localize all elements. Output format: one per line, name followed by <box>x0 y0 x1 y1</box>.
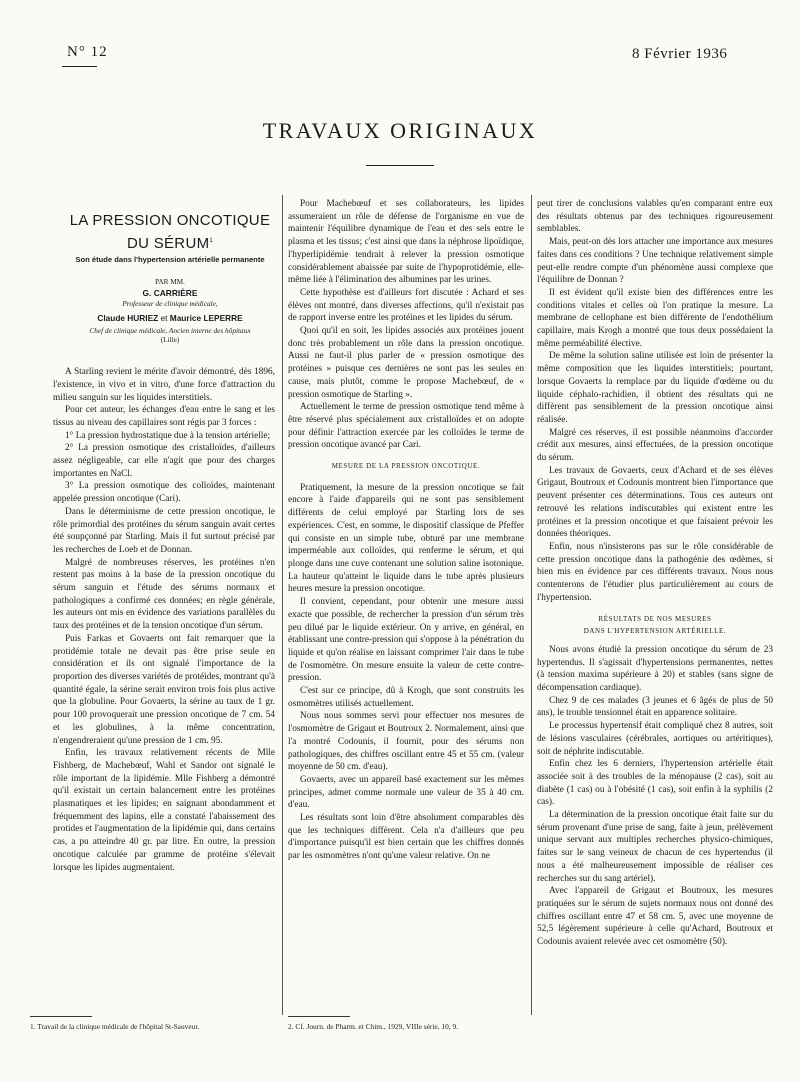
column-2 <box>288 198 524 863</box>
col3-paragraph: Mais, peut-on dès lors attacher une importance aux mesures faites dans ces conditions ? Une technique relativement simple peut-elle rendre compte d'un phénomène aussi complexe que l'équilibre de Donnan ? <box>537 237 773 286</box>
col2-paragraph: Pratiquement, la mesure de la pression oncotique se fait encore à l'aide d'appareils qui ne sont pas sensiblement différents de celui employé par Starling lors de ses expériences. C'est, en somme, le dispositif classique de Pfeffer qui consiste en un simple tube, obturé par une membrane imperméable aux colloïdes, qui renferme le sérum, et qui plonge dans une cuve contenant une solution saline isotonique. La hauteur qu'atteint le liquide dans le tube après plusieurs heures mesure la pression oncotique. <box>288 482 524 595</box>
title-rule <box>366 165 434 166</box>
author-leperre: Maurice LEPERRE <box>169 313 243 324</box>
issue-number: N° 12 <box>67 44 108 60</box>
col1-paragraph: Malgré de nombreuses réserves, les protéines n'en restent pas moins à la base de la pression oncotique du sérum sanguin et l'étude des sérums normaux et pathologiques a confirmé ces données; en règle générale, les auteurs ont mis en évidence des variations parallèles du taux des protéines et de la tension oncotique d'un sérum. <box>53 557 275 632</box>
col2-paragraph: Actuellement le terme de pression osmotique tend même à être réservé plus spécialement aux cristalloïdes et on adopte pour définir l'attraction exercée par les colloïdes le terme de pression oncotique avancé par Cari. <box>288 402 524 451</box>
col2-paragraph: Quoi qu'il en soit, les lipides associés aux protéines jouent donc très probablement un rôle dans la pression oncotique. Aussi ne faut-il plus parler de « pression osmotique des protéines » puisque ces dernières ne sont pas les seules en cause, mais plutôt, comme le propose Machebœuf, de « pression osmotique de Starling ». <box>288 326 524 400</box>
col1-paragraph: Pour cet auteur, les échanges d'eau entre le sang et les tissus au niveau des capillaires sont régis par 3 forces : <box>53 405 275 428</box>
article-subtitle: Son étude dans l'hypertension artérielle permanente <box>75 255 265 264</box>
issue-date: 8 Février 1936 <box>632 46 728 62</box>
col3-paragraph: Chez 9 de ces malades (3 jeunes et 6 âgés de plus de 50 ans), le trouble tensionnel était en apparence solitaire. <box>537 695 773 719</box>
col1-paragraph: 1° La pression hydrostatique due à la tension artérielle; <box>65 430 271 441</box>
author-huriez: Claude HURIEZ <box>97 313 159 324</box>
col3-paragraph: De même la solution saline utilisée est loin de présenter la même composition que les liquides interstitiels; pourtant, lorsque Govaerts la remplace par du liquide d'œdème ou du liquide céphalo-rachidien, il obtient des résultats qui ne diffèrent pas sensiblement de la pression oncotique ainsi réalisée. <box>537 351 773 425</box>
col2-paragraph: C'est sur ce principe, dû à Krogh, que sont construits les osmomètres utilisés actuellement. <box>288 686 524 709</box>
col1-paragraph: 2° La pression osmotique des cristalloïdes, d'ailleurs assez négligeable, car elle n'agit que pour des charges importantes en NaCl. <box>53 443 275 479</box>
column-divider-1 <box>282 195 283 1015</box>
author-carriere: G. CARRIÈRE <box>142 287 198 298</box>
col3-paragraph: Il est évident qu'il existe bien des différences entre les conditions vitales et celles où l'on pratique la mesure. La membrane de cellophane est bien différente de l'endothélium capillaire, mais Krogh a montré que tous deux possédaient la même perméabilité élective. <box>537 287 773 349</box>
col3-paragraph: Nous avons étudié la pression oncotique du sérum de 23 hypertendus. Il s'agissait d'hypertensions permanentes, nettes (à tension maxima supérieure à 20) et stables (sans signe de décompensation cardiaque). <box>537 644 773 694</box>
column-1 <box>53 210 275 874</box>
col1-footnote-rule <box>30 1016 92 1017</box>
by-line: PAR MM. <box>155 277 185 286</box>
article-title-line1: LA PRESSION ONCOTIQUE <box>69 212 271 229</box>
section-heading-mesure: MESURE DE LA PRESSION ONCOTIQUE. <box>331 462 481 471</box>
authors-city: (Lille) <box>160 335 180 345</box>
author-carriere-role: Professeur de clinique médicale, <box>122 299 218 309</box>
col3-paragraph: Enfin, nous n'insisterons pas sur le rôle considérable de cette pression oncotique dans la pathogénie des œdèmes, si bien mis en évidence par ces différents travaux. Nous nous contenterons de l'étudier plus particulièrement au cours de l'hypertension. <box>537 541 773 603</box>
section-heading-hypertension: DANS L'HYPERTENSION ARTÉRIELLE. <box>583 627 727 636</box>
col3-paragraph: Malgré ces réserves, il est possible néanmoins d'accorder crédit aux mesures, ainsi effectuées, de la pression oncotique du sérum. <box>537 427 773 464</box>
section-heading-resultats: RÉSULTATS DE NOS MESURES <box>598 614 712 623</box>
col2-footnote: 2. Cf. Journ. de Pharm. et Chim., 1929, VIIIe série, 10, 9. <box>288 1022 459 1031</box>
col2-paragraph: Govaerts, avec un appareil basé exactement sur les mêmes principes, admet comme normale une valeur de 35 à 40 cm. d'eau. <box>288 774 524 811</box>
col1-footnote: 1. Travail de la clinique médicale de l'hôpital St-Sauveur. <box>30 1022 200 1031</box>
column-3 <box>537 198 773 949</box>
article-heading <box>53 210 275 344</box>
col1-paragraph: Dans le déterminisme de cette pression oncotique, le rôle primordial des protéines du sérum sanguin avait certes été soupçonné par Starling. Mais il fut surtout précisé par les recherches de Loeb et de Donnan. <box>53 506 275 555</box>
section-title: TRAVAUX ORIGINAUX <box>262 118 538 143</box>
col2-paragraph: Cette hypothèse est d'ailleurs fort discutée : Achard et ses élèves ont montré, dans diverses affections, qu'il n'existait pas de rapport inverse entre les protéines et les lipides du sérum. <box>288 287 524 324</box>
title-footnote-mark: 1 <box>209 238 214 244</box>
col1-paragraph: Puis Farkas et Govaerts ont fait remarquer que la protidémie totale ne devait pas être prise seule en considération et ils ont signalé l'importance de la proportion des diverses variétés de protéides, montrant qu'à quantité égale, la sérine serait environ trois fois plus active que la globuline. Pour Govaerts, la sérine au taux de 1 gr. pour 100 provoquerait une pression oncotique de 7 cm. 54 et les globulines, à la même concentration, n'engendreraient qu'une pression de 1 cm. 95. <box>53 633 275 746</box>
header-rule <box>62 66 97 67</box>
col2-paragraph: Pour Machebœuf et ses collaborateurs, les lipides assumeraient un rôle de défense de l'organisme en vue de maintenir l'équilibre dynamique de l'eau et des sels entre le plasma et les tissus; c'est ainsi que dans la néphrose lipoïdique, l'hyperlipidémie tendrait à relever la pression osmotique considérablement abaissée par suite de l'hypoprotidémie, elle-même liée à l'élimination des albumines par les urines. <box>288 199 524 286</box>
author-and: et <box>160 313 168 324</box>
col2-paragraph: Les résultats sont loin d'être absolument comparables dès que les techniques diffèrent. Cela n'a d'ailleurs que peu d'importance puisqu'il est bien certain que les chiffres donnés par les osmomètres n'ont qu'une valeur relative. On ne <box>288 813 524 862</box>
article-title-line2: DU SÉRUM <box>126 235 210 252</box>
col3-paragraph: Le processus hypertensif était compliqué chez 8 autres, soit de lésions vasculaires (cérébrales, aortiques ou artéritiques), soit de néphrite indiscutable. <box>537 721 773 757</box>
col3-paragraph: La détermination de la pression oncotique était faite sur du sérum provenant d'une prise de sang, faite à jeun, prélèvement unique servant aux multiples recherches physico-chimiques, faites sur le sang veineux de chacun de ces hypertendus (il nous a été malheureusement impossible de réaliser ces recherches sur du sang artériel). <box>537 810 773 884</box>
col3-paragraph: Avec l'appareil de Grigaut et Boutroux, les mesures pratiquées sur le sérum de sujets normaux nous ont donné des chiffres oscillant entre 47 et 58 cm. 5, avec une moyenne de 52,5 légèrement supérieure à celle qu'Achard, Boutroux et Codounis avaient relevée avec cet osmomètre (50). <box>537 886 773 948</box>
authors-role: Chef de clinique médicale, Ancien interne des hôpitaux <box>89 326 251 336</box>
column-divider-2 <box>531 195 532 1015</box>
col2-paragraph: Il convient, cependant, pour obtenir une mesure aussi exacte que possible, de rechercher la pression d'un sérum très peu dilué par le liquide extérieur. On y arrive, en général, en établissant une contre-pression qui s'oppose à la pénétration du liquide et qu'on réalise en laissant comprimer l'air dans le tube de l'osmomètre. On mesure ensuite la valeur de cette contre-pression. <box>288 597 524 684</box>
col3-paragraph: Les travaux de Govaerts, ceux d'Achard et de ses élèves Grigaut, Boutroux et Codounis montrent bien l'importance que peuvent présenter ces déterminations. Tous ces auteurs ont retrouvé les relations indiscutables qui existent entre les protéines et la pression oncotique et que faisaient prévoir les données théoriques. <box>537 465 773 540</box>
col2-paragraph: Nous nous sommes servi pour effectuer nos mesures de l'osmomètre de Grigaut et Boutroux 2. Normalement, ainsi que l'a montré Codounis, il fournit, pour des sérums non pathologiques, des chiffres oscillant entre 45 et 55 cm. (valeur moyenne de 50 cm. d'eau). <box>288 711 524 773</box>
col3-paragraph: peut tirer de conclusions valables qu'en comparant entre eux des résultats obtenus par des techniques rigoureusement semblables. <box>537 199 773 235</box>
col1-paragraph: A Starling revient le mérite d'avoir démontré, dès 1896, l'existence, in vivo et in vitro, d'une force d'attraction du milieu sanguin sur les liquides interstitiels. <box>53 367 275 403</box>
col3-paragraph: Enfin chez les 6 derniers, l'hypertension artérielle était associée soit à des troubles de la ménopause (2 cas), soit au diabète (1 cas) ou à l'obésité (1 cas), soit enfin à la syphilis (2 cas). <box>537 759 773 808</box>
col2-footnote-rule <box>288 1016 350 1017</box>
col1-paragraph: 3° La pression osmotique des colloïdes, maintenant appelée pression oncotique (Cari). <box>53 481 275 505</box>
col1-paragraph: Enfin, les travaux relativement récents de Mlle Fishberg, de Machebœuf, Wahl et Sandor ont signalé le rôle important de la lipidémie. Mlle Fishberg a démontré qu'il existait un certain balancement entre les protéines plasmatiques et les lipides; en saignant abondamment et fréquemment des lapins, elle a constaté l'abaissement des protides et l'augmentation de la lipidémie qui, dans certains cas, a pu atteindre 40 gr. par litre. En outre, la pression oncotique calculée par gramme de protéine s'élevait lorsque les lipides augmentaient. <box>53 748 275 873</box>
